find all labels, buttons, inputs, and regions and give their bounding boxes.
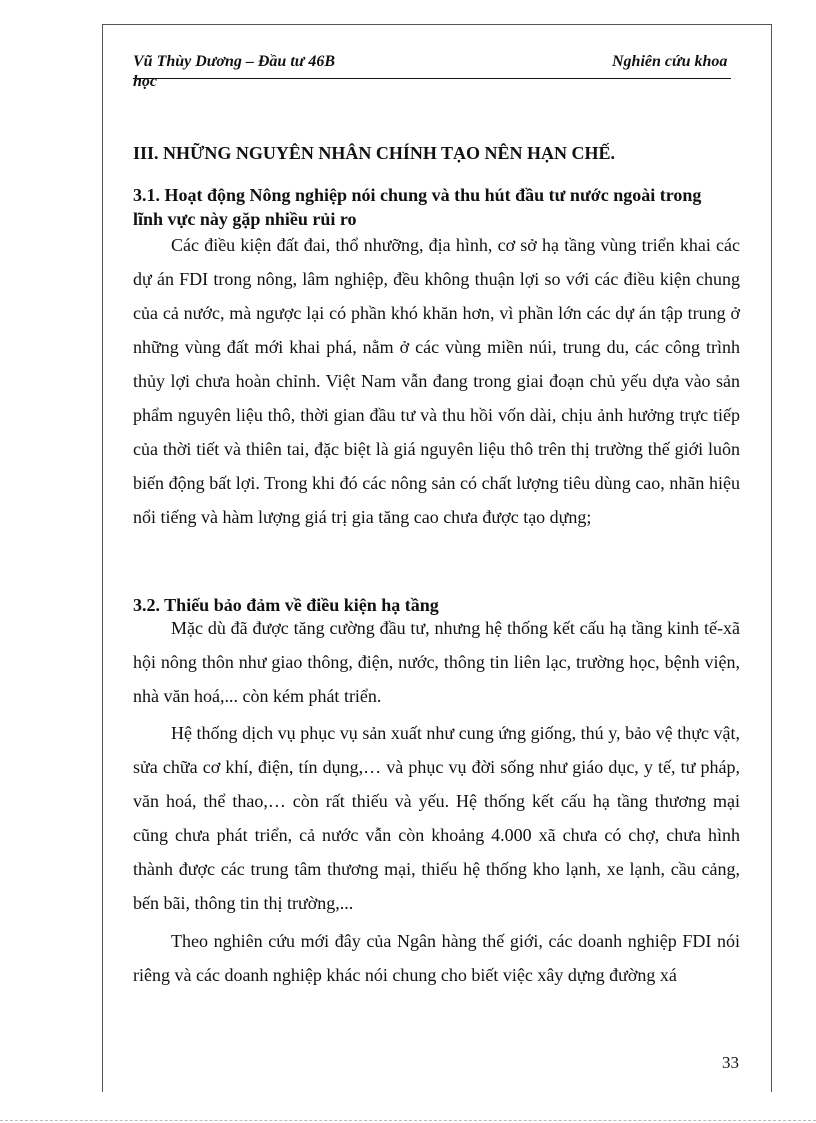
paragraph-3-2-b: Hệ thống dịch vụ phục vụ sản xuất như cung ứng giống, thú y, bảo vệ thực vật, sửa chữa cơ khí, điện, tín dụng,… và phục vụ đời sống như giáo dục, y tế, tư pháp, văn hoá, thể thao,… còn rất thiếu và yếu. Hệ thống kết cấu hạ tầng thương mại cũng chưa phát triển, cả nước vẫn còn khoảng 4.000 xã chưa có chợ, chưa hình thành được các trung tâm thương mại, thiếu hệ thống kho lạnh, xe lạnh, cầu cảng, bến bãi, thông tin thị trường,...: [133, 723, 740, 913]
paragraph-3-2-c: Theo nghiên cứu mới đây của Ngân hàng thế giới, các doanh nghiệp FDI nói riêng và các doanh nghiệp khác nói chung cho biết việc xây dựng đường xá: [133, 931, 740, 985]
header-author: Vũ Thùy Dương – Đầu tư 46B: [133, 53, 336, 70]
subsection-heading-3-1: 3.1. Hoạt động Nông nghiệp nói chung và thu hút đầu tư nước ngoài trong lĩnh vực này gặp nhiều rủi ro: [133, 185, 702, 229]
page-bottom-edge: [0, 1120, 816, 1121]
paragraph-3-1: Các điều kiện đất đai, thổ nhưỡng, địa hình, cơ sở hạ tầng vùng triển khai các dự án FDI trong nông, lâm nghiệp, đều không thuận lợi so với các điều kiện chung của cả nước, mà ngược lại có phần khó khăn hơn, vì phần lớn các dự án tập trung ở những vùng đất mới khai phá, nằm ở các vùng miền núi, trung du, các công trình thủy lợi chưa hoàn chỉnh. Việt Nam vẫn đang trong giai đoạn chủ yếu dựa vào sản phẩm nguyên liệu thô, thời gian đầu tư và thu hồi vốn dài, chịu ảnh hưởng trực tiếp của thời tiết và thiên tai, đặc biệt là giá nguyên liệu thô trên thị trường thế giới luôn biến động bất lợi. Trong khi đó các nông sản có chất lượng tiêu dùng cao, nhãn hiệu nổi tiếng và hàm lượng giá trị gia tăng cao chưa được tạo dựng;: [133, 235, 740, 527]
paragraph-3-2-a: Mặc dù đã được tăng cường đầu tư, nhưng hệ thống kết cấu hạ tầng kinh tế-xã hội nông thôn như giao thông, điện, nước, thông tin liên lạc, trường học, bệnh viện, nhà văn hoá,... còn kém phát triển.: [133, 618, 740, 706]
header-divider: [133, 78, 731, 79]
header-doc-type: Nghiên cứu khoa: [612, 53, 728, 70]
header-doc-type-wrap: học: [133, 73, 157, 90]
section-title: III. NHỮNG NGUYÊN NHÂN CHÍNH TẠO NÊN HẠN CHẾ.: [133, 143, 616, 163]
page-number: 33: [722, 1053, 739, 1072]
subsection-heading-3-2: 3.2. Thiếu bảo đảm về điều kiện hạ tầng: [133, 595, 439, 615]
